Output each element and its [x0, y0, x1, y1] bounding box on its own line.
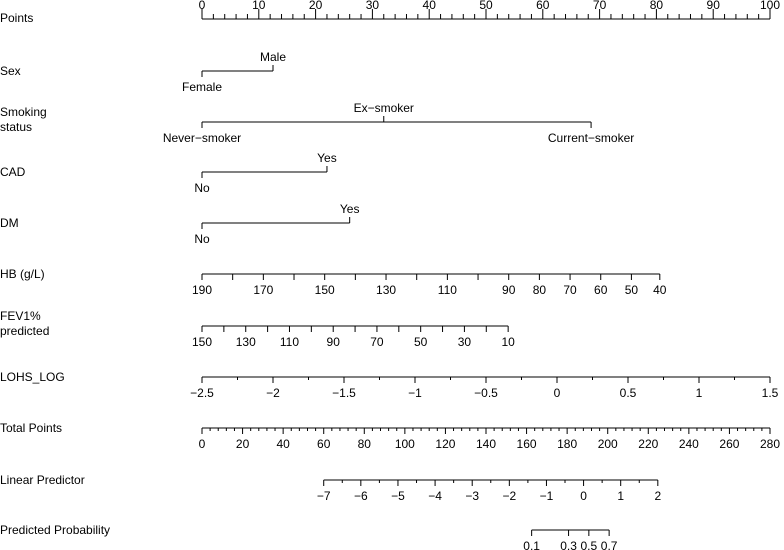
tick-label: 1: [617, 489, 625, 503]
level-label: Current−smoker: [547, 131, 635, 145]
level-label: Yes: [339, 202, 360, 216]
tick-label: 60: [594, 283, 608, 297]
tick-label: 0: [198, 437, 206, 451]
row-label: Smoking: [0, 105, 47, 119]
row-label: Sex: [0, 64, 21, 78]
tick-label: 200: [597, 437, 618, 451]
tick-label: 80: [649, 0, 664, 12]
tick-label: 50: [479, 0, 493, 12]
tick-label: 120: [435, 437, 456, 451]
row-label: Linear Predictor: [0, 473, 85, 487]
row-label: FEV1%: [0, 309, 41, 323]
tick-label: 80: [357, 437, 371, 451]
level-label: Yes: [317, 151, 337, 165]
tick-label: 150: [191, 335, 213, 349]
tick-label: 110: [279, 335, 300, 349]
row-label: Total Points: [0, 421, 63, 435]
row-label: LOHS_LOG: [0, 370, 65, 384]
tick-label: 40: [422, 0, 436, 12]
tick-label: 0.1: [523, 539, 540, 550]
level-label: Ex−smoker: [353, 101, 414, 115]
tick-label: 30: [457, 335, 472, 349]
tick-label: 50: [414, 335, 428, 349]
row-label: status: [0, 120, 33, 134]
row-label: CAD: [0, 165, 26, 179]
tick-label: −2: [266, 386, 280, 400]
tick-label: 10: [252, 0, 266, 12]
tick-label: 0.5: [580, 539, 598, 550]
tick-label: 40: [653, 283, 667, 297]
tick-label: −1: [408, 386, 422, 400]
tick-label: 160: [516, 437, 537, 451]
tick-label: 50: [624, 283, 639, 297]
level-label: No: [194, 232, 210, 246]
tick-label: −6: [353, 489, 368, 503]
tick-label: −7: [316, 489, 331, 503]
tick-label: 80: [532, 283, 547, 297]
tick-label: 140: [475, 437, 497, 451]
tick-label: −2: [502, 489, 517, 503]
tick-label: 70: [563, 283, 577, 297]
tick-label: 20: [235, 437, 250, 451]
tick-label: 0.7: [600, 539, 618, 550]
tick-label: 170: [253, 283, 274, 297]
tick-label: 0: [553, 386, 561, 400]
tick-label: 60: [536, 0, 550, 12]
tick-label: 30: [365, 0, 380, 12]
level-label: No: [194, 181, 210, 195]
tick-label: −4: [428, 489, 442, 503]
tick-label: 110: [437, 283, 457, 297]
tick-label: 190: [191, 283, 213, 297]
tick-label: 150: [314, 283, 335, 297]
tick-label: 40: [276, 437, 290, 451]
tick-label: 240: [678, 437, 699, 451]
tick-label: 20: [308, 0, 323, 12]
tick-label: 0.5: [619, 386, 637, 400]
tick-label: 130: [235, 335, 256, 349]
level-label: Male: [259, 50, 287, 64]
tick-label: 90: [326, 335, 340, 349]
row-label: Predicted Probability: [0, 523, 111, 537]
tick-label: 260: [719, 437, 740, 451]
tick-label: −1: [539, 489, 554, 503]
tick-label: 1: [695, 386, 703, 400]
tick-label: 10: [501, 335, 515, 349]
tick-label: 0: [198, 0, 206, 12]
row-label: predicted: [0, 324, 50, 338]
tick-label: 0: [580, 489, 587, 503]
tick-label: −1.5: [332, 386, 356, 400]
tick-label: −5: [391, 489, 405, 503]
tick-label: −2.5: [190, 386, 214, 400]
row-label: HB (g/L): [0, 267, 45, 281]
tick-label: 280: [759, 437, 781, 451]
level-label: Female: [181, 80, 223, 94]
tick-label: 100: [759, 0, 781, 12]
tick-label: 220: [638, 437, 659, 451]
level-label: Never−smoker: [162, 131, 242, 145]
tick-label: 60: [317, 437, 331, 451]
tick-label: 1.5: [761, 386, 779, 400]
tick-label: 2: [654, 489, 662, 503]
tick-label: 70: [370, 335, 384, 349]
tick-label: 0.3: [560, 539, 577, 550]
tick-label: 130: [376, 283, 397, 297]
tick-label: 90: [706, 0, 720, 12]
tick-label: −0.5: [474, 386, 498, 400]
row-label: Points: [0, 11, 34, 25]
row-label: DM: [0, 216, 19, 230]
tick-label: 180: [557, 437, 578, 451]
tick-label: 100: [394, 437, 415, 451]
tick-label: 90: [502, 283, 516, 297]
tick-label: −3: [465, 489, 480, 503]
tick-label: 70: [592, 0, 607, 12]
